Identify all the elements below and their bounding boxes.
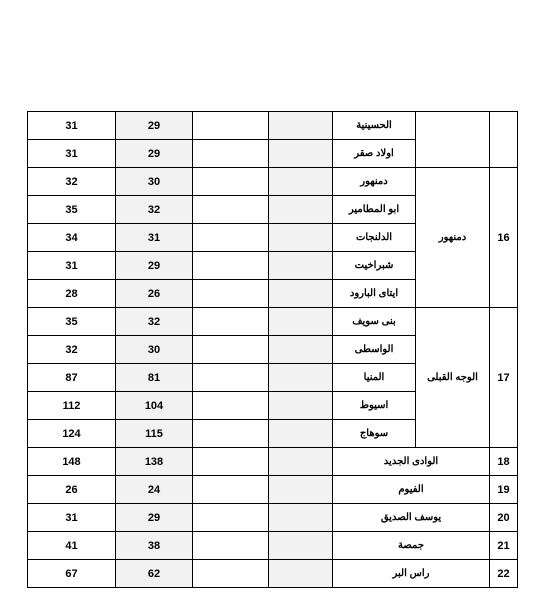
number-cell: 16 [490, 168, 518, 308]
value-cell: 124 [28, 420, 116, 448]
number-cell: 19 [490, 476, 518, 504]
area-cell: سوهاج [333, 420, 416, 448]
data-table [27, 111, 518, 588]
empty-cell [193, 448, 269, 476]
empty-cell [193, 112, 269, 140]
value-cell: 30 [116, 336, 193, 364]
value-cell: 81 [116, 364, 193, 392]
empty-cell [269, 560, 333, 588]
number-cell: 20 [490, 504, 518, 532]
group-cell [416, 112, 490, 168]
area-cell: يوسف الصديق [333, 504, 490, 532]
value-cell: 87 [28, 364, 116, 392]
number-cell: 22 [490, 560, 518, 588]
number-cell: 18 [490, 448, 518, 476]
empty-cell [269, 308, 333, 336]
table-row [28, 504, 518, 532]
value-cell: 29 [116, 140, 193, 168]
empty-cell [269, 336, 333, 364]
number-cell: 17 [490, 308, 518, 448]
area-cell: اسيوط [333, 392, 416, 420]
table-row [28, 168, 518, 196]
group-name-cell: دمنهور [416, 168, 490, 308]
value-cell: 32 [116, 308, 193, 336]
empty-cell [193, 420, 269, 448]
table-row [28, 112, 518, 140]
empty-cell [193, 196, 269, 224]
empty-cell [269, 140, 333, 168]
empty-cell [269, 504, 333, 532]
empty-cell [269, 196, 333, 224]
table-row [28, 476, 518, 504]
area-cell: الوادى الجديد [333, 448, 490, 476]
value-cell: 29 [116, 504, 193, 532]
value-cell: 32 [28, 336, 116, 364]
empty-cell [193, 532, 269, 560]
area-cell: راس البر [333, 560, 490, 588]
value-cell: 31 [28, 252, 116, 280]
empty-cell [269, 252, 333, 280]
value-cell: 41 [28, 532, 116, 560]
table-row [28, 532, 518, 560]
area-cell: الواسطى [333, 336, 416, 364]
area-cell: المنيا [333, 364, 416, 392]
value-cell: 35 [28, 308, 116, 336]
value-cell: 31 [28, 112, 116, 140]
empty-cell [193, 476, 269, 504]
value-cell: 148 [28, 448, 116, 476]
empty-cell [269, 420, 333, 448]
number-cell [490, 112, 518, 168]
area-cell: جمصة [333, 532, 490, 560]
empty-cell [193, 168, 269, 196]
value-cell: 26 [28, 476, 116, 504]
empty-cell [193, 224, 269, 252]
area-cell: شبراخيت [333, 252, 416, 280]
value-cell: 26 [116, 280, 193, 308]
area-cell: الدلنجات [333, 224, 416, 252]
empty-cell [269, 280, 333, 308]
area-cell: دمنهور [333, 168, 416, 196]
empty-cell [193, 336, 269, 364]
value-cell: 31 [28, 140, 116, 168]
value-cell: 24 [116, 476, 193, 504]
area-cell: اولاد صقر [333, 140, 416, 168]
value-cell: 112 [28, 392, 116, 420]
empty-cell [269, 448, 333, 476]
value-cell: 138 [116, 448, 193, 476]
empty-cell [193, 140, 269, 168]
empty-cell [193, 252, 269, 280]
empty-cell [269, 364, 333, 392]
empty-cell [193, 308, 269, 336]
empty-cell [269, 532, 333, 560]
value-cell: 29 [116, 112, 193, 140]
value-cell: 35 [28, 196, 116, 224]
area-cell: الحسينية [333, 112, 416, 140]
value-cell: 28 [28, 280, 116, 308]
value-cell: 115 [116, 420, 193, 448]
table-row [28, 308, 518, 336]
area-cell: بنى سويف [333, 308, 416, 336]
empty-cell [193, 504, 269, 532]
empty-cell [193, 392, 269, 420]
number-cell: 21 [490, 532, 518, 560]
value-cell: 38 [116, 532, 193, 560]
empty-cell [269, 168, 333, 196]
empty-cell [269, 224, 333, 252]
table-row [28, 560, 518, 588]
value-cell: 32 [116, 196, 193, 224]
table-row [28, 448, 518, 476]
value-cell: 31 [116, 224, 193, 252]
empty-cell [193, 364, 269, 392]
value-cell: 62 [116, 560, 193, 588]
area-cell: الفيوم [333, 476, 490, 504]
area-cell: ابو المطامير [333, 196, 416, 224]
group-name-cell: الوجه القبلى [416, 308, 490, 448]
empty-cell [269, 476, 333, 504]
value-cell: 30 [116, 168, 193, 196]
value-cell: 31 [28, 504, 116, 532]
empty-cell [193, 560, 269, 588]
value-cell: 104 [116, 392, 193, 420]
area-cell: ايتاى البارود [333, 280, 416, 308]
value-cell: 32 [28, 168, 116, 196]
value-cell: 34 [28, 224, 116, 252]
empty-cell [269, 392, 333, 420]
value-cell: 29 [116, 252, 193, 280]
value-cell: 67 [28, 560, 116, 588]
empty-cell [193, 280, 269, 308]
empty-cell [269, 112, 333, 140]
